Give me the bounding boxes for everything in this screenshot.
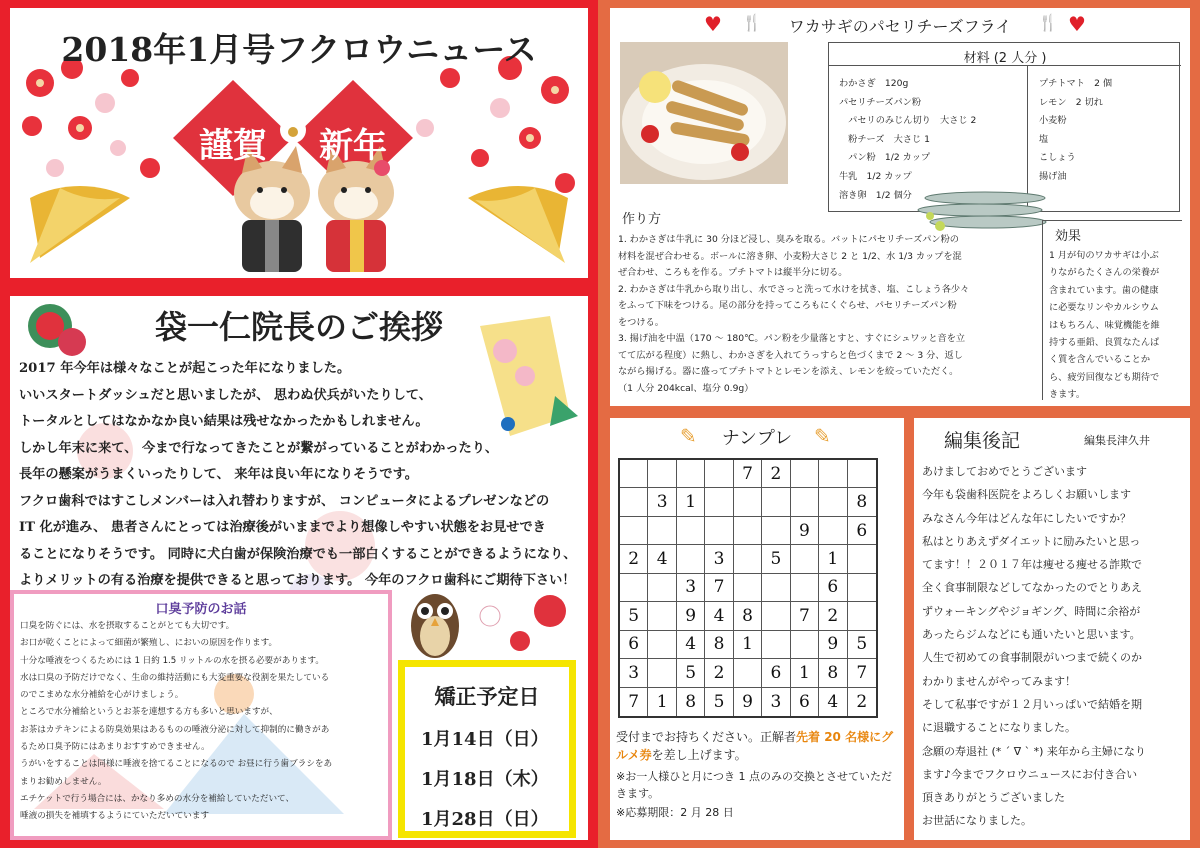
editor-line: そして私事ですが１２月いっぱいで結婚を期 xyxy=(922,697,1142,711)
schedule-date: 1月14日（日） xyxy=(421,729,549,750)
ingredients-divider xyxy=(829,65,1181,66)
sudoku-cell xyxy=(819,517,847,545)
sudoku-cell: 8 xyxy=(819,659,847,687)
sudoku-cell xyxy=(648,517,676,545)
sudoku-cell xyxy=(620,460,648,488)
recipe-panel xyxy=(610,8,1190,406)
effect-box xyxy=(1042,220,1182,400)
sudoku-cell xyxy=(734,517,762,545)
sudoku-cell: 5 xyxy=(848,631,876,659)
editor-line: お世話になりました。 xyxy=(922,814,1032,828)
oral-care-line: うがいをすることは同様に唾液を捨てることになるので お昼に行う歯ブラシをあ xyxy=(20,759,333,770)
sudoku-cell xyxy=(620,488,648,516)
greeting-line: フクロ歯科ではすこしメンバーは入れ替わりますが、 コンピュータによるプレゼンなどの xyxy=(19,493,550,509)
sudoku-cell: 3 xyxy=(762,688,790,716)
notice-prefix: 受付までお持ちください。正解者 xyxy=(616,730,797,744)
sudoku-cell: 3 xyxy=(677,574,705,602)
effect-line: りながらたくさんの栄養が xyxy=(1049,267,1160,279)
sudoku-cell: 1 xyxy=(734,631,762,659)
sudoku-cell: 4 xyxy=(819,688,847,716)
sudoku-cell xyxy=(819,460,847,488)
sudoku-cell xyxy=(734,574,762,602)
sudoku-cell xyxy=(762,517,790,545)
sudoku-cell: 8 xyxy=(677,688,705,716)
sudoku-cell: 9 xyxy=(819,631,847,659)
editor-line: 人生で初めての食事制限がいつまで続くのか xyxy=(922,651,1142,665)
sudoku-cell: 5 xyxy=(620,602,648,630)
sudoku-cell: 4 xyxy=(677,631,705,659)
sudoku-cell xyxy=(848,460,876,488)
method-line: 2. わかさぎは牛乳から取り出し、水でさっと洗って水けを拭き、塩、こしょう各少々 xyxy=(618,283,970,295)
editor-line: 念願の寿退社 (* ´ ∇ ` *) 来年から主婦になり xyxy=(922,744,1146,758)
ingredients-title: 材料 (2 人分 ) xyxy=(963,51,1047,66)
greeting-title: 袋一仁院長のご挨拶 xyxy=(154,308,443,346)
editor-line: てます！！２０１７年は痩せる痩せる詐欺で xyxy=(922,558,1142,572)
orthodontic-schedule-box xyxy=(398,660,576,838)
ingredients-right-list xyxy=(1039,75,1112,187)
sudoku-cell: 6 xyxy=(848,517,876,545)
effect-body xyxy=(1049,247,1160,404)
method-line: 3. 揚げ油を中温（170 ～ 180℃。パン粉を少量落とすと、すぐにシュワッと音を立 xyxy=(618,333,966,344)
editor-line: ます♪今までフクロウニュースにお付き合い xyxy=(922,767,1138,781)
newsletter-title: 2018年1月号フクロウニュース xyxy=(61,30,537,69)
sudoku-cell: 5 xyxy=(705,688,733,716)
sudoku-cell: 8 xyxy=(848,488,876,516)
ingredient-item: 粉チーズ 大さじ 1 xyxy=(839,133,930,145)
ingredient-item: 揚げ油 xyxy=(1039,170,1067,182)
sudoku-cell: 7 xyxy=(620,688,648,716)
sudoku-deadline: ※応募期限：2 月 28 日 xyxy=(616,806,734,819)
schedule-title: 矯正予定日 xyxy=(434,684,540,709)
method-title: 作り方 xyxy=(622,212,662,227)
sudoku-cell: 7 xyxy=(848,659,876,687)
editor-author: 編集長津久井 xyxy=(1084,434,1150,447)
oral-care-line: 十分な唾液をつくるためには 1 日約 1.5 リットルの水を摂る必要があります。 xyxy=(20,655,325,666)
ingredient-item: パン粉 1/2 カップ xyxy=(839,152,931,164)
oral-care-line: 水は口臭の予防だけでなく、生命の維持活動にも大変重要な役割を果たしている xyxy=(20,672,330,683)
sudoku-cell: 2 xyxy=(819,602,847,630)
greeting-body xyxy=(19,356,576,595)
method-line: 1. わかさぎは牛乳に 30 分ほど浸し、臭みを取る。バットにパセリチーズパン粉の xyxy=(618,234,959,245)
sudoku-cell: 3 xyxy=(648,488,676,516)
sudoku-cell xyxy=(819,488,847,516)
editor-afterword-panel xyxy=(914,418,1190,840)
sudoku-cell: 2 xyxy=(762,460,790,488)
sudoku-cell xyxy=(762,574,790,602)
sudoku-cell xyxy=(734,659,762,687)
effect-line: はもちろん、味覚機能を維 xyxy=(1049,319,1160,331)
sudoku-cell: 1 xyxy=(819,545,847,573)
cutlery-icon: 🍴 xyxy=(1038,13,1058,32)
sudoku-cell: 4 xyxy=(705,602,733,630)
oral-care-line: まりお勧めしません。 xyxy=(20,776,107,787)
sudoku-panel xyxy=(610,418,904,840)
oral-care-line: ところで水分補給というとお茶を連想する方も多いと思いますが、 xyxy=(20,707,278,718)
effect-title: 効果 xyxy=(1055,229,1082,244)
sudoku-cell xyxy=(620,574,648,602)
sudoku-cell: 9 xyxy=(734,688,762,716)
sudoku-cell xyxy=(705,460,733,488)
editor-body xyxy=(922,460,1146,833)
ingredient-item: わかさぎ 120g xyxy=(839,78,909,89)
oral-care-line: 唾液の損失を補填するようにていただいています xyxy=(20,811,210,822)
oral-care-line: るため口臭予防にはあまりおすすめできません。 xyxy=(20,742,210,753)
effect-line: 含まれています。歯の健康 xyxy=(1049,284,1159,296)
method-body xyxy=(618,232,969,397)
effect-line: く質を含んでいることか xyxy=(1049,354,1151,366)
sudoku-cell xyxy=(648,659,676,687)
notice-highlight: 先着 20 名様にグルメ券 xyxy=(616,730,894,762)
sudoku-cell xyxy=(762,602,790,630)
header-panel xyxy=(10,8,588,278)
editor-line: わかりませんがやってみます！ xyxy=(922,674,1076,688)
sudoku-cell xyxy=(791,574,819,602)
editor-line: ずウォーキングやジョギング、時間に余裕が xyxy=(922,604,1141,618)
sudoku-cell xyxy=(648,631,676,659)
editor-line: 全く食事制限などしてなかったのでとりあえ xyxy=(922,581,1142,595)
sudoku-cell xyxy=(848,574,876,602)
editor-line: に退職することになりました。 xyxy=(922,721,1076,735)
sudoku-cell: 2 xyxy=(620,545,648,573)
sudoku-cell: 5 xyxy=(762,545,790,573)
fried-smelt-photo xyxy=(620,42,788,184)
sudoku-cell xyxy=(648,460,676,488)
schedule-date: 1月18日（木） xyxy=(421,769,549,790)
greeting-line: 2017 年今年は様々なことが起こった年になりました。 xyxy=(19,361,351,376)
sudoku-cell: 1 xyxy=(677,488,705,516)
sudoku-cell: 3 xyxy=(620,659,648,687)
sudoku-cell: 6 xyxy=(819,574,847,602)
ingredient-item: 小麦粉 xyxy=(1039,115,1067,127)
greeting-line: IT 化が進み、 患者さんにとっては治療後がいままでより想像しやすい状態をお見せでき xyxy=(19,520,546,535)
banner-left-text: 謹賀 xyxy=(199,126,267,166)
greeting-line: しかし年末に来て、 今まで行なってきたことが繋がっていることがわかったり、 xyxy=(19,440,499,456)
editor-line: あけましておめでとうございます xyxy=(922,465,1087,478)
banner-right-text: 新年 xyxy=(319,126,387,166)
sudoku-cell xyxy=(734,545,762,573)
sudoku-cell xyxy=(762,488,790,516)
effect-line: 持する亜鉛、良質なたんぱ xyxy=(1049,337,1160,349)
sudoku-cell: 9 xyxy=(677,602,705,630)
oral-care-line: エチケットで行う場合には、かなり多めの水分を補給していただいて、 xyxy=(20,793,295,804)
fish-illustration xyxy=(910,186,1060,234)
greeting-line: ることになりそうです。 同時に犬白歯が保険治療でも一部白くすることができるようになり、 xyxy=(19,546,577,562)
sudoku-cell xyxy=(791,631,819,659)
heart-icon: ♥ xyxy=(704,12,722,36)
effect-line: 1 月が旬のワカサギは小ぶ xyxy=(1049,250,1159,261)
sudoku-title: ナンプレ xyxy=(721,428,793,449)
oral-care-title: 口臭予防のお話 xyxy=(155,602,247,617)
method-line: （1 人分 204kcal、塩分 0.9g） xyxy=(618,382,754,394)
editor-line: 私はとりあえずダイエットに励みたいと思っ xyxy=(922,534,1141,548)
sudoku-cell: 6 xyxy=(791,688,819,716)
greeting-line: いいスタートダッシュだと思いましたが、 思わぬ伏兵がいたりして、 xyxy=(19,387,432,403)
sudoku-cell xyxy=(734,488,762,516)
ingredient-item: 溶き卵 1/2 個分 xyxy=(839,189,912,201)
sudoku-note: ※お一人様ひと月につき 1 点のみの交換とさせていただきます。 xyxy=(616,770,892,800)
director-greeting-panel xyxy=(10,296,588,840)
sudoku-cell xyxy=(677,517,705,545)
ingredient-item: 牛乳 1/2 カップ xyxy=(839,170,912,182)
effect-line: に必要なリンやカルシウム xyxy=(1049,302,1159,314)
recipe-title: ワカサギのパセリチーズフライ xyxy=(788,17,1012,36)
oral-care-line: お茶はカテキンによる防臭効果はあるものの唾液分泌に対して抑制的に働きがあ xyxy=(20,724,330,735)
method-line: をふって下味をつける。尾の部分を持ってころもにくぐらせ、パセリチーズパン粉 xyxy=(618,300,957,311)
greeting-line: よりメリットの有る治療を提供できると思っております。 今年のフクロ歯科にご期待下さい！ xyxy=(19,573,576,588)
method-line: 材料を混ぜ合わせる。ボールに溶き卵、小麦粉大さじ 2 と 1/2、水 1/3 カップを混 xyxy=(618,250,962,262)
ingredient-item: プチトマト 2 個 xyxy=(1039,78,1113,89)
sudoku-cell xyxy=(848,545,876,573)
editor-line: 頂きありがとうございました xyxy=(922,791,1065,805)
method-line: てて広がる程度）に熱し、わかさぎを入れてうっすらと色づくまで 2 ～ 3 分、返し xyxy=(618,349,963,361)
ingredient-item: 塩 xyxy=(1039,133,1049,145)
sudoku-cell: 8 xyxy=(705,631,733,659)
sudoku-cell: 5 xyxy=(677,659,705,687)
oral-care-line: お口が乾くことによって細菌が繁殖し、においの原因を作ります。 xyxy=(20,638,278,649)
cutlery-icon: 🍴 xyxy=(742,13,762,32)
sudoku-cell: 1 xyxy=(648,688,676,716)
sudoku-cell: 8 xyxy=(734,602,762,630)
sudoku-cell xyxy=(677,460,705,488)
notice-suffix: を差し上げます。 xyxy=(651,748,747,762)
ingredient-item: パセリのみじん切り 大さじ 2 xyxy=(839,115,977,127)
sudoku-grid xyxy=(618,458,878,718)
sudoku-cell: 9 xyxy=(791,517,819,545)
pencil-icon: ✎ xyxy=(814,424,831,448)
editor-line: みなさん今年はどんな年にしたいですか？ xyxy=(922,511,1131,525)
oral-care-line: 口臭を防ぐには、水を摂取することがとても大切です。 xyxy=(20,621,235,631)
greeting-line: トータルとしてはなかなか良い結果は残せなかったかもしれません。 xyxy=(19,414,429,429)
method-line: ぜ合わせ、ころもを作る。プチトマトは縦半分に切る。 xyxy=(618,267,848,278)
sudoku-cell: 4 xyxy=(648,545,676,573)
oral-care-body xyxy=(20,618,332,826)
sudoku-cell xyxy=(791,545,819,573)
sudoku-cell xyxy=(648,602,676,630)
greeting-line: 長年の懸案がうまくいったりして、 来年は良い年になりそうです。 xyxy=(19,467,418,482)
schedule-date: 1月28日（日） xyxy=(421,809,549,830)
sudoku-cell xyxy=(705,517,733,545)
method-line: ながら揚げる。器に盛ってプチトマトとレモンを添え、レモンを絞っていただく。 xyxy=(618,366,959,377)
sudoku-cell: 2 xyxy=(705,659,733,687)
sudoku-cell xyxy=(762,631,790,659)
sudoku-cell xyxy=(677,545,705,573)
sudoku-cell: 7 xyxy=(734,460,762,488)
ingredient-item: パセリチーズパン粉 xyxy=(839,96,922,108)
editor-line: あったらジムなどにも通いたいと思います。 xyxy=(922,628,1141,642)
sudoku-cell xyxy=(705,488,733,516)
ingredient-item: こしょう xyxy=(1039,152,1076,164)
sudoku-cell: 6 xyxy=(762,659,790,687)
oral-care-line: のでこまめな水分補給を心がけましょう。 xyxy=(20,690,184,701)
ingredient-item: レモン 2 切れ xyxy=(1039,96,1103,108)
sudoku-cell xyxy=(648,574,676,602)
editor-title: 編集後記 xyxy=(944,430,1021,452)
sudoku-cell: 2 xyxy=(856,691,868,712)
sudoku-cell xyxy=(791,460,819,488)
sudoku-cell: 7 xyxy=(705,574,733,602)
heart-icon: ♥ xyxy=(1068,12,1086,36)
effect-line: きます。 xyxy=(1049,389,1086,401)
pencil-icon: ✎ xyxy=(680,424,697,448)
editor-line: 今年も袋歯科医院をよろしくお願いします xyxy=(922,488,1131,502)
effect-line: ら、疲労回復なども期待で xyxy=(1049,371,1160,383)
sudoku-cell: 7 xyxy=(791,602,819,630)
sudoku-cell xyxy=(791,488,819,516)
sudoku-cell xyxy=(620,517,648,545)
oral-care-box xyxy=(10,590,392,840)
sudoku-cell: 6 xyxy=(620,631,648,659)
method-line: をつける。 xyxy=(618,316,664,328)
sudoku-notice xyxy=(616,728,900,764)
sudoku-cell: 3 xyxy=(705,545,733,573)
sudoku-cell: 1 xyxy=(791,659,819,687)
sudoku-cell xyxy=(848,602,876,630)
